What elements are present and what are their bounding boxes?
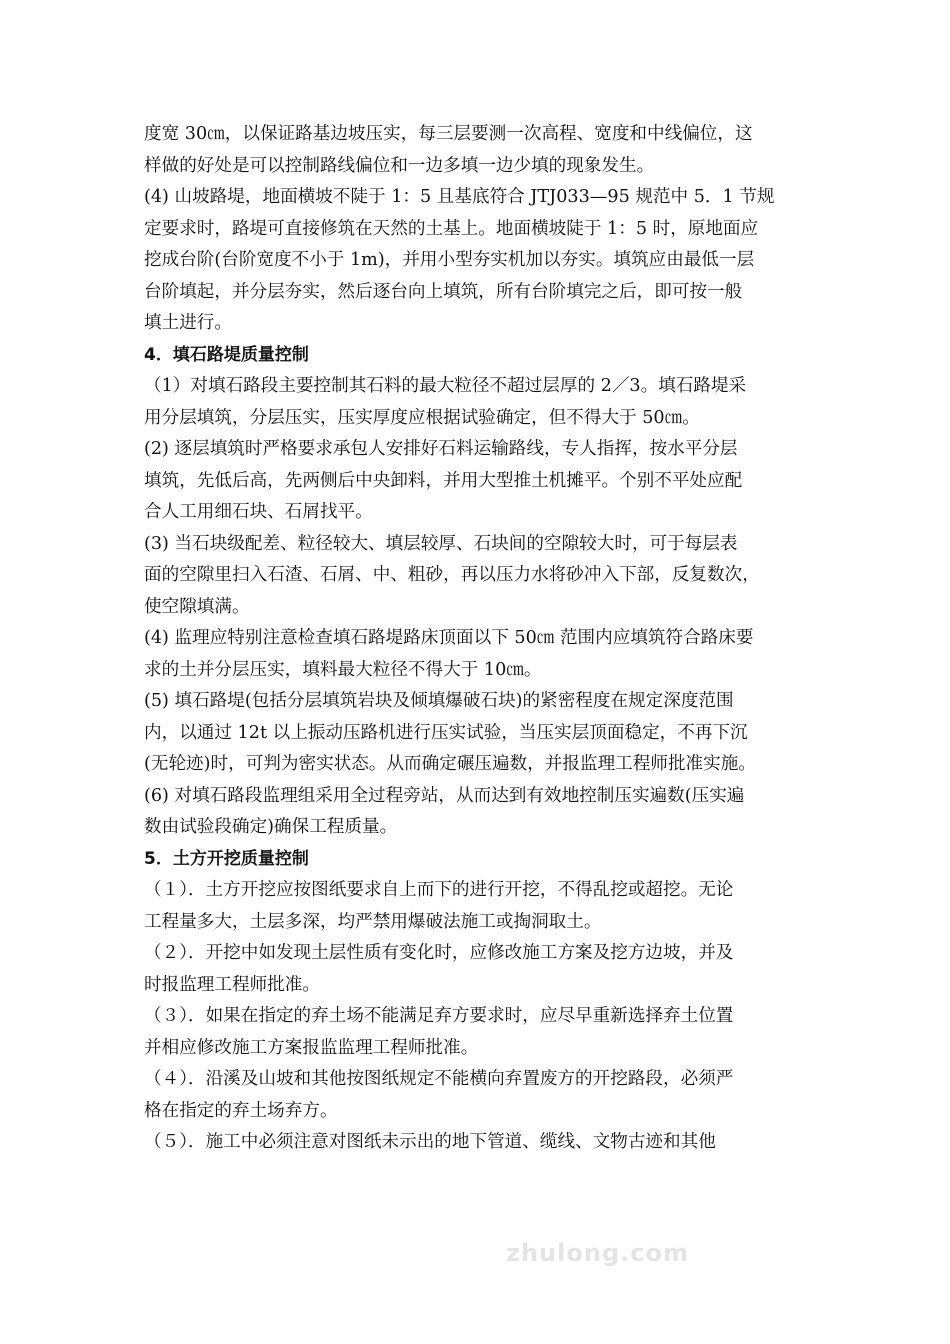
body-line: 填土进行。 — [144, 313, 232, 333]
body-line: 使空隙填满。 — [144, 596, 250, 617]
body-line: （５）．施工中必须注意对图纸未示出的地下管道、缆线、文物古迹和其他 — [144, 1132, 716, 1152]
body-line: 面的空隙里扫入石渣、石屑、中、粗砂，再以压力水将砂冲入下部，反复数次， — [144, 565, 760, 585]
body-line: (4) 监理应特别注意检查填石路堤路床顶面以下 50㎝ 范围内应填筑符合路床要 — [144, 628, 754, 648]
body-line: （３）．如果在指定的弃土场不能满足弃方要求时，应尽早重新选择弃土位置 — [144, 1006, 734, 1026]
body-line: (无轮迹)时，可判为密实状态。从而确定碾压遍数，并报监理工程师批准实施。 — [144, 754, 756, 774]
body-line: 求的土并分层压实，填料最大粒径不得大于 10㎝。 — [144, 659, 542, 680]
body-line: 合人工用细石块、石屑找平。 — [144, 502, 373, 522]
body-line: 内，以通过 12t 以上振动压路机进行压实试验，当压实层顶面稳定，不再下沉 — [144, 722, 748, 743]
body-line: 度宽 30㎝，以保证路基边坡压实，每三层要测一次高程、宽度和中线偏位，这 — [144, 124, 753, 144]
body-line: 数由试验段确定)确保工程质量。 — [144, 817, 398, 837]
body-line: 填筑，先低后高，先两侧后中央卸料，并用大型推土机摊平。个别不平处应配 — [144, 470, 743, 491]
body-line: 时报监理工程师批准。 — [144, 974, 320, 995]
section-heading-5: 5．土方开挖质量控制 — [144, 848, 309, 869]
section-heading-4: 4．填石路堤质量控制 — [144, 344, 309, 365]
body-line: 样做的好处是可以控制路线偏位和一边多填一边少填的现象发生。 — [144, 155, 655, 176]
body-line: 台阶填起，并分层夯实，然后逐台向上填筑，所有台阶填完之后，即可按一般 — [144, 281, 743, 302]
body-line: (5) 填石路堤(包括分层填筑岩块及倾填爆破石块)的紧密程度在规定深度范围 — [144, 691, 734, 711]
body-line: （４）．沿溪及山坡和其他按图纸规定不能横向弃置废方的开挖路段，必须严 — [144, 1069, 734, 1089]
watermark: zhulong.com — [506, 1239, 689, 1267]
body-line: (3) 当石块级配差、粒径较大、填层较厚、石块间的空隙较大时，可于每层表 — [144, 533, 738, 554]
body-line: 工程量多大，土层多深，均严禁用爆破法施工或掏洞取土。 — [144, 911, 602, 932]
body-line: （２）．开挖中如发现土层性质有变化时，应修改施工方案及挖方边坡，并及 — [144, 943, 734, 963]
body-line: (2) 逐层填筑时严格要求承包人安排好石料运输路线，专人指挥，按水平分层 — [144, 439, 738, 459]
body-line: 用分层填筑，分层压实，压实厚度应根据试验确定，但不得大于 50㎝。 — [144, 407, 700, 428]
body-line: 并相应修改施工方案报监监理工程师批准。 — [144, 1037, 479, 1058]
body-line: 格在指定的弃土场弃方。 — [144, 1100, 338, 1121]
body-line: (4) 山坡路堤，地面横坡不陡于 1：5 且基底符合 JTJ033—95 规范中 5．1 节规 — [144, 187, 775, 207]
body-line: (6) 对填石路段监理组采用全过程旁站，从而达到有效地控制压实遍数(压实遍 — [144, 785, 745, 806]
document-body — [144, 119, 816, 1159]
body-line: （１）．土方开挖应按图纸要求自上而下的进行开挖，不得乱挖或超挖。无论 — [144, 880, 734, 900]
body-line: 挖成台阶(台阶宽度不小于 1m)，并用小型夯实机加以夯实。填筑应由最低一层 — [144, 250, 755, 270]
body-line: （1）对填石路段主要控制其石料的最大粒径不超过层厚的 2／3。填石路堤采 — [144, 376, 747, 396]
body-line: 定要求时，路堤可直接修筑在天然的土基上。地面横坡陡于 1：5 时，原地面应 — [144, 218, 759, 239]
